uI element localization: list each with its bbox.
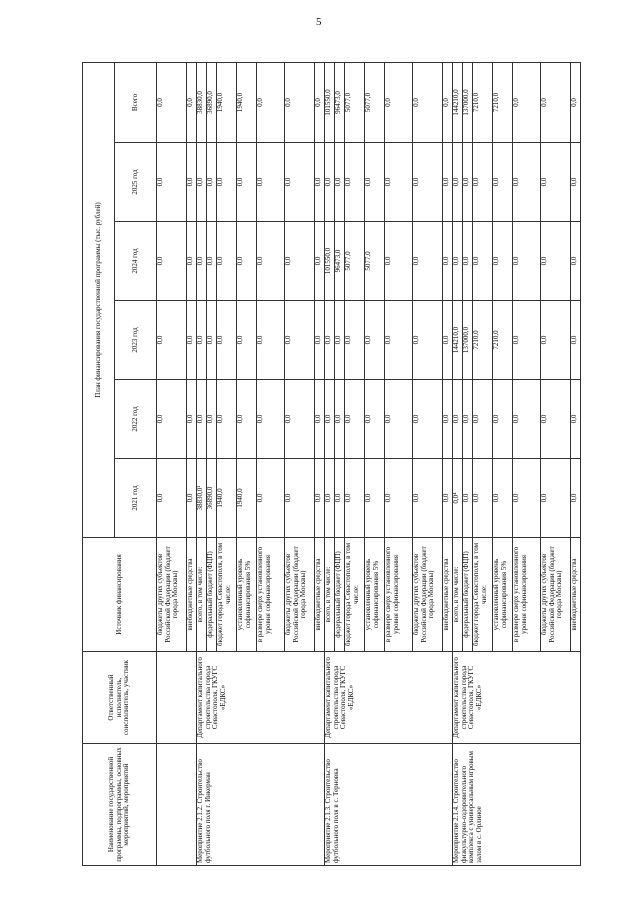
year-value-cell: 0,0 <box>187 222 197 301</box>
year-value-cell: 0,0 <box>413 301 443 380</box>
year-value-cell: 0,0 <box>207 301 217 380</box>
year-value-cell: 0,0 <box>413 143 443 222</box>
year-value-cell: 101550,0 <box>325 222 335 301</box>
year-value-cell: 0,0 <box>443 459 453 538</box>
funding-source-cell: в размере сверх установленного уровня софинансирования <box>513 538 541 652</box>
year-value-cell: 0,0 <box>257 143 285 222</box>
year-value-cell: 0,0 <box>473 380 493 459</box>
funding-source-cell: бюджет города Севастополя, в том числе: <box>473 538 493 652</box>
year-value-cell: 0,0 <box>237 222 257 301</box>
funding-source-cell: бюджет города Севастополя, в том числе: <box>345 538 365 652</box>
funding-source-cell: в размере сверх установленного уровня софинансирования <box>257 538 285 652</box>
year-value-cell: 0,0 <box>571 380 581 459</box>
year-value-cell: 0,0 <box>285 222 315 301</box>
year-value-cell: 0,0 <box>157 143 187 222</box>
total-value-cell: 96473,0 <box>335 63 345 143</box>
year-value-cell: 0,0 <box>345 143 365 222</box>
financing-table <box>82 62 581 866</box>
year-value-cell: 0,0 <box>493 143 513 222</box>
year-value-cell: 0,0 <box>217 380 237 459</box>
header-plan: План финансирования государственной программы (тыс. рублей) <box>83 63 115 538</box>
year-value-cell: 0,0 <box>365 380 385 459</box>
year-value-cell: 36890,0 <box>207 459 217 538</box>
measure-name-cell: Мероприятие 2.1.4. Строительство физкультурно-оздоровительного комплекса с универсальным игровым залом в с. Орлиное <box>453 744 581 866</box>
year-value-cell: 0,0 <box>513 459 541 538</box>
executor-cell <box>157 652 197 744</box>
total-value-cell: 36890,0 <box>207 63 217 143</box>
year-value-cell: 0,0 <box>187 143 197 222</box>
year-value-cell: 0,0 <box>413 380 443 459</box>
year-value-cell: 0,0 <box>571 301 581 380</box>
header-year-2021: 2021 год <box>115 459 157 538</box>
total-value-cell: 0,0 <box>413 63 443 143</box>
funding-source-cell: бюджет города Севастополя, в том числе: <box>217 538 237 652</box>
year-value-cell: 0,0 <box>463 222 473 301</box>
year-value-cell: 5077,0 <box>345 222 365 301</box>
year-value-cell: 0,0 <box>157 380 187 459</box>
year-value-cell: 137000,0 <box>463 301 473 380</box>
total-value-cell: 1940,0 <box>217 63 237 143</box>
header-executor: Ответственный исполнитель, соисполнитель, участник <box>83 652 157 744</box>
year-value-cell: 0,0 <box>513 222 541 301</box>
year-value-cell: 0,0 <box>157 222 187 301</box>
funding-source-cell: установленный уровень софинансирования 5% <box>237 538 257 652</box>
year-value-cell: 0,0 <box>285 380 315 459</box>
year-value-cell: 0,0 <box>325 380 335 459</box>
year-value-cell: 0,0 <box>325 143 335 222</box>
funding-source-cell: федеральный бюджет (ФЦП) <box>335 538 345 652</box>
funding-source-cell: в размере сверх установленного уровня софинансирования <box>385 538 413 652</box>
year-value-cell: 0,0 <box>335 380 345 459</box>
year-value-cell: 0,0 <box>197 222 207 301</box>
year-value-cell: 0,0 <box>513 301 541 380</box>
total-value-cell: 0,0 <box>285 63 315 143</box>
year-value-cell: 1940,0 <box>217 459 237 538</box>
table-row <box>325 63 335 866</box>
header-source: Источник финансирования <box>83 538 157 652</box>
year-value-cell: 0,0 <box>237 143 257 222</box>
funding-source-cell: федеральный бюджет (ФЦП) <box>207 538 217 652</box>
year-value-cell: 0,0 <box>453 143 463 222</box>
funding-source-cell: федеральный бюджет (ФЦП) <box>463 538 473 652</box>
year-value-cell: 0,0 <box>237 301 257 380</box>
year-value-cell: 0,0 <box>207 143 217 222</box>
total-value-cell: 7210,0 <box>473 63 493 143</box>
total-value-cell: 0,0 <box>257 63 285 143</box>
funding-source-cell: внебюджетные средства <box>571 538 581 652</box>
funding-source-cell: установленный уровень софинансирования 5% <box>493 538 513 652</box>
year-value-cell: 0,0 <box>217 222 237 301</box>
year-value-cell: 0,0 <box>541 143 571 222</box>
year-value-cell: 0,0 <box>513 380 541 459</box>
header-total: Всего <box>115 63 157 143</box>
year-value-cell: 0,0 <box>453 380 463 459</box>
year-value-cell: 0,0 <box>571 143 581 222</box>
year-value-cell: 0,0 <box>315 301 325 380</box>
rotated-financing-table-container <box>82 63 604 866</box>
year-value-cell: 0,0 <box>541 301 571 380</box>
year-value-cell: 0,0 <box>453 222 463 301</box>
year-value-cell: 0,0 <box>473 143 493 222</box>
year-value-cell: 7210,0 <box>473 301 493 380</box>
year-value-cell: 0,0 <box>345 380 365 459</box>
year-value-cell: 0,0 <box>257 301 285 380</box>
year-value-cell: 38830,0¹ <box>197 459 207 538</box>
year-value-cell: 0,0 <box>463 143 473 222</box>
year-value-cell: 0,0 <box>325 459 335 538</box>
year-value-cell: 0,0 <box>217 301 237 380</box>
total-value-cell: 0,0 <box>157 63 187 143</box>
total-value-cell: 137000,0 <box>463 63 473 143</box>
total-value-cell: 144210,0 <box>453 63 463 143</box>
year-value-cell: 0,0 <box>473 222 493 301</box>
executor-cell: Департамент капитального строительства города Севастополя, ГКУГС «ЕДКС» <box>325 652 453 744</box>
year-value-cell: 0,0 <box>207 380 217 459</box>
year-value-cell: 0,0 <box>315 380 325 459</box>
table-row <box>197 63 207 866</box>
year-value-cell: 0,0 <box>315 222 325 301</box>
funding-source-cell: всего, в том числе: <box>197 538 207 652</box>
funding-source-cell: установленный уровень софинансирования 5% <box>365 538 385 652</box>
total-value-cell: 5077,0 <box>345 63 365 143</box>
funding-source-cell: бюджеты других субъектов Российской Федерации (бюджет города Москвы) <box>285 538 315 652</box>
year-value-cell: 0,0 <box>315 143 325 222</box>
year-value-cell: 0,0 <box>345 301 365 380</box>
year-value-cell: 0,0 <box>325 301 335 380</box>
year-value-cell: 0,0 <box>187 301 197 380</box>
funding-source-cell: бюджеты других субъектов Российской Федерации (бюджет города Москвы) <box>157 538 187 652</box>
funding-source-cell: всего, в том числе: <box>453 538 463 652</box>
total-value-cell: 0,0 <box>541 63 571 143</box>
measure-name-cell: Мероприятие 2.1.2. Строительство футбольного поля г. Инкерман <box>197 744 325 866</box>
year-value-cell: 0,0 <box>257 380 285 459</box>
total-value-cell: 5077,0 <box>365 63 385 143</box>
total-value-cell: 7210,0 <box>493 63 513 143</box>
year-value-cell: 0,0 <box>513 143 541 222</box>
year-value-cell: 0,0 <box>443 222 453 301</box>
total-value-cell: 1940,0 <box>237 63 257 143</box>
year-value-cell: 0,0 <box>443 380 453 459</box>
year-value-cell: 0,0⁴ <box>453 459 463 538</box>
year-value-cell: 0,0 <box>463 459 473 538</box>
executor-cell: Департамент капитального строительства города Севастополя, ГКУГС «ЕДКС» <box>453 652 581 744</box>
year-value-cell: 0,0 <box>541 459 571 538</box>
measure-name-cell: Мероприятие 2.1.3. Строительство футбольного поля в с. Терновка <box>325 744 453 866</box>
total-value-cell: 0,0 <box>443 63 453 143</box>
year-value-cell: 0,0 <box>335 301 345 380</box>
year-value-cell: 0,0 <box>197 380 207 459</box>
measure-name-cell <box>157 744 197 866</box>
total-value-cell: 0,0 <box>513 63 541 143</box>
year-value-cell: 96473,0 <box>335 222 345 301</box>
year-value-cell: 0,0 <box>385 301 413 380</box>
total-value-cell: 0,0 <box>315 63 325 143</box>
year-value-cell: 0,0 <box>257 459 285 538</box>
table-row <box>453 63 463 866</box>
year-value-cell: 0,0 <box>207 222 217 301</box>
year-value-cell: 0,0 <box>443 301 453 380</box>
year-value-cell: 0,0 <box>197 301 207 380</box>
year-value-cell: 0,0 <box>237 380 257 459</box>
year-value-cell: 0,0 <box>541 380 571 459</box>
year-value-cell: 0,0 <box>413 459 443 538</box>
year-value-cell: 0,0 <box>365 459 385 538</box>
year-value-cell: 0,0 <box>385 143 413 222</box>
year-value-cell: 0,0 <box>493 222 513 301</box>
total-value-cell: 0,0 <box>571 63 581 143</box>
year-value-cell: 0,0 <box>571 459 581 538</box>
funding-source-cell: внебюджетные средства <box>187 538 197 652</box>
year-value-cell: 0,0 <box>385 222 413 301</box>
header-name: Наименование государственной программы, подпрограммы, основных мероприятий, мероприятий <box>83 744 157 866</box>
year-value-cell: 0,0 <box>197 143 207 222</box>
funding-source-cell: бюджеты других субъектов Российской Федерации (бюджет города Москвы) <box>541 538 571 652</box>
page-number: 5 <box>316 16 322 28</box>
year-value-cell: 0,0 <box>463 380 473 459</box>
funding-source-cell: бюджеты других субъектов Российской Федерации (бюджет города Москвы) <box>413 538 443 652</box>
year-value-cell: 0,0 <box>187 380 197 459</box>
funding-source-cell: внебюджетные средства <box>315 538 325 652</box>
year-value-cell: 5077,0 <box>365 222 385 301</box>
year-value-cell: 0,0 <box>385 380 413 459</box>
year-value-cell: 0,0 <box>493 459 513 538</box>
total-value-cell: 0,0 <box>385 63 413 143</box>
year-value-cell: 0,0 <box>335 143 345 222</box>
year-value-cell: 0,0 <box>365 143 385 222</box>
year-value-cell: 0,0 <box>285 301 315 380</box>
executor-cell: Департамент капитального строительства города Севастополя, ГКУГС «ЕДКС» <box>197 652 325 744</box>
year-value-cell: 0,0 <box>345 459 365 538</box>
header-year-2025: 2025 год <box>115 143 157 222</box>
year-value-cell: 144210,0 <box>453 301 463 380</box>
year-value-cell: 0,0 <box>473 459 493 538</box>
year-value-cell: 7210,0 <box>493 301 513 380</box>
year-value-cell: 0,0 <box>257 222 285 301</box>
financing-table-body <box>157 63 581 866</box>
total-value-cell: 101550,0 <box>325 63 335 143</box>
header-year-2023: 2023 год <box>115 301 157 380</box>
year-value-cell: 0,0 <box>187 459 197 538</box>
funding-source-cell: всего, в том числе: <box>325 538 335 652</box>
year-value-cell: 1940,0 <box>237 459 257 538</box>
year-value-cell: 0,0 <box>217 143 237 222</box>
year-value-cell: 0,0 <box>541 222 571 301</box>
year-value-cell: 0,0 <box>365 301 385 380</box>
year-value-cell: 0,0 <box>157 301 187 380</box>
year-value-cell: 0,0 <box>157 459 187 538</box>
year-value-cell: 0,0 <box>443 143 453 222</box>
year-value-cell: 0,0 <box>571 222 581 301</box>
year-value-cell: 0,0 <box>385 459 413 538</box>
table-row <box>157 63 187 866</box>
header-year-2022: 2022 год <box>115 380 157 459</box>
year-value-cell: 0,0 <box>493 380 513 459</box>
year-value-cell: 0,0 <box>413 222 443 301</box>
funding-source-cell: внебюджетные средства <box>443 538 453 652</box>
total-value-cell: 0,0 <box>187 63 197 143</box>
header-year-2024: 2024 год <box>115 222 157 301</box>
year-value-cell: 0,0 <box>335 459 345 538</box>
total-value-cell: 38830,0 <box>197 63 207 143</box>
year-value-cell: 0,0 <box>285 143 315 222</box>
year-value-cell: 0,0 <box>315 459 325 538</box>
year-value-cell: 0,0 <box>285 459 315 538</box>
